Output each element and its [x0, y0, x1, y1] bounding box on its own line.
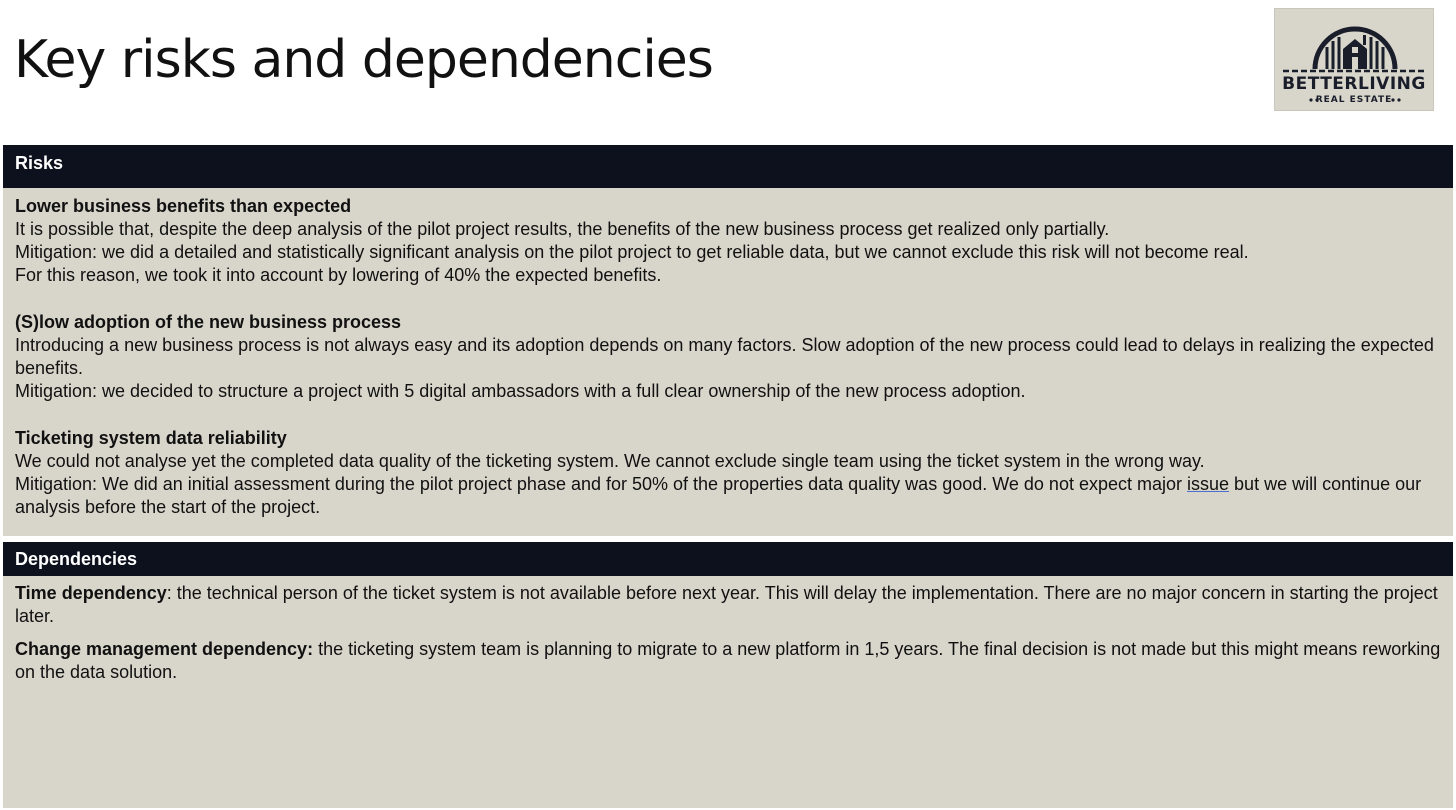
logo-brand-subtitle: REAL ESTATE — [1315, 95, 1393, 105]
risk-description: We could not analyse yet the completed data quality of the ticketing system. We cannot exclude single team using the ticket system in the wrong way. — [15, 451, 1205, 471]
page-title: Key risks and dependencies — [14, 30, 713, 90]
risk-item-2 — [15, 311, 1441, 403]
risk-mitigation: Mitigation: we decided to structure a project with 5 digital ambassadors with a full clear ownership of the new process adoption. — [15, 381, 1026, 401]
spacer — [15, 403, 1441, 427]
spacer — [15, 287, 1441, 311]
risk-item-1 — [15, 195, 1441, 287]
risk-note: For this reason, we took it into account by lowering of 40% the expected benefits. — [15, 265, 662, 285]
risk-mitigation: Mitigation: we did a detailed and statistically significant analysis on the pilot project to get reliable data, but we cannot exclude this risk will not become real. — [15, 242, 1249, 262]
mitigation-text-end: but we will continue our analysis before the start of the project. — [15, 474, 1422, 517]
risk-description: Introducing a new business process is not always easy and its adoption depends on many factors. Slow adoption of the new process could lead to delays in realizing the expected benefits. — [15, 335, 1434, 378]
risk-title: Ticketing system data reliability — [15, 428, 287, 448]
dependency-name: Time dependency — [15, 583, 167, 603]
dependency-item-1 — [15, 582, 1441, 628]
dependencies-section-body — [3, 576, 1453, 808]
dependencies-section-header: Dependencies — [3, 542, 1453, 576]
dependency-text: the ticketing system team is planning to migrate to a new platform in 1,5 years. The final decision is not made but this might means reworking on the data solution. — [15, 639, 1441, 682]
risk-title: (S)low adoption of the new business process — [15, 312, 402, 332]
risk-item-3 — [15, 427, 1441, 519]
dependency-item-2 — [15, 638, 1441, 684]
risks-section-body — [3, 188, 1453, 536]
risk-title: Lower business benefits than expected — [15, 196, 352, 216]
underlined-word: issue — [1187, 474, 1230, 494]
risk-mitigation — [15, 473, 1441, 519]
risk-description: It is possible that, despite the deep analysis of the pilot project results, the benefits of the new business process get realized only partially. — [15, 219, 1110, 239]
company-logo — [1274, 8, 1434, 111]
risks-section-header: Risks — [3, 145, 1453, 188]
dependency-text: : the technical person of the ticket system is not available before next year. This will delay the implementation. There are no major concern in starting the project later. — [15, 583, 1438, 626]
mitigation-text: Mitigation: We did an initial assessment during the pilot project phase and for 50% of the properties data quality was good. We do not expect major — [15, 474, 1188, 494]
logo-brand-name: BETTERLIVING — [1282, 74, 1426, 94]
dependency-name: Change management dependency: — [15, 639, 314, 659]
